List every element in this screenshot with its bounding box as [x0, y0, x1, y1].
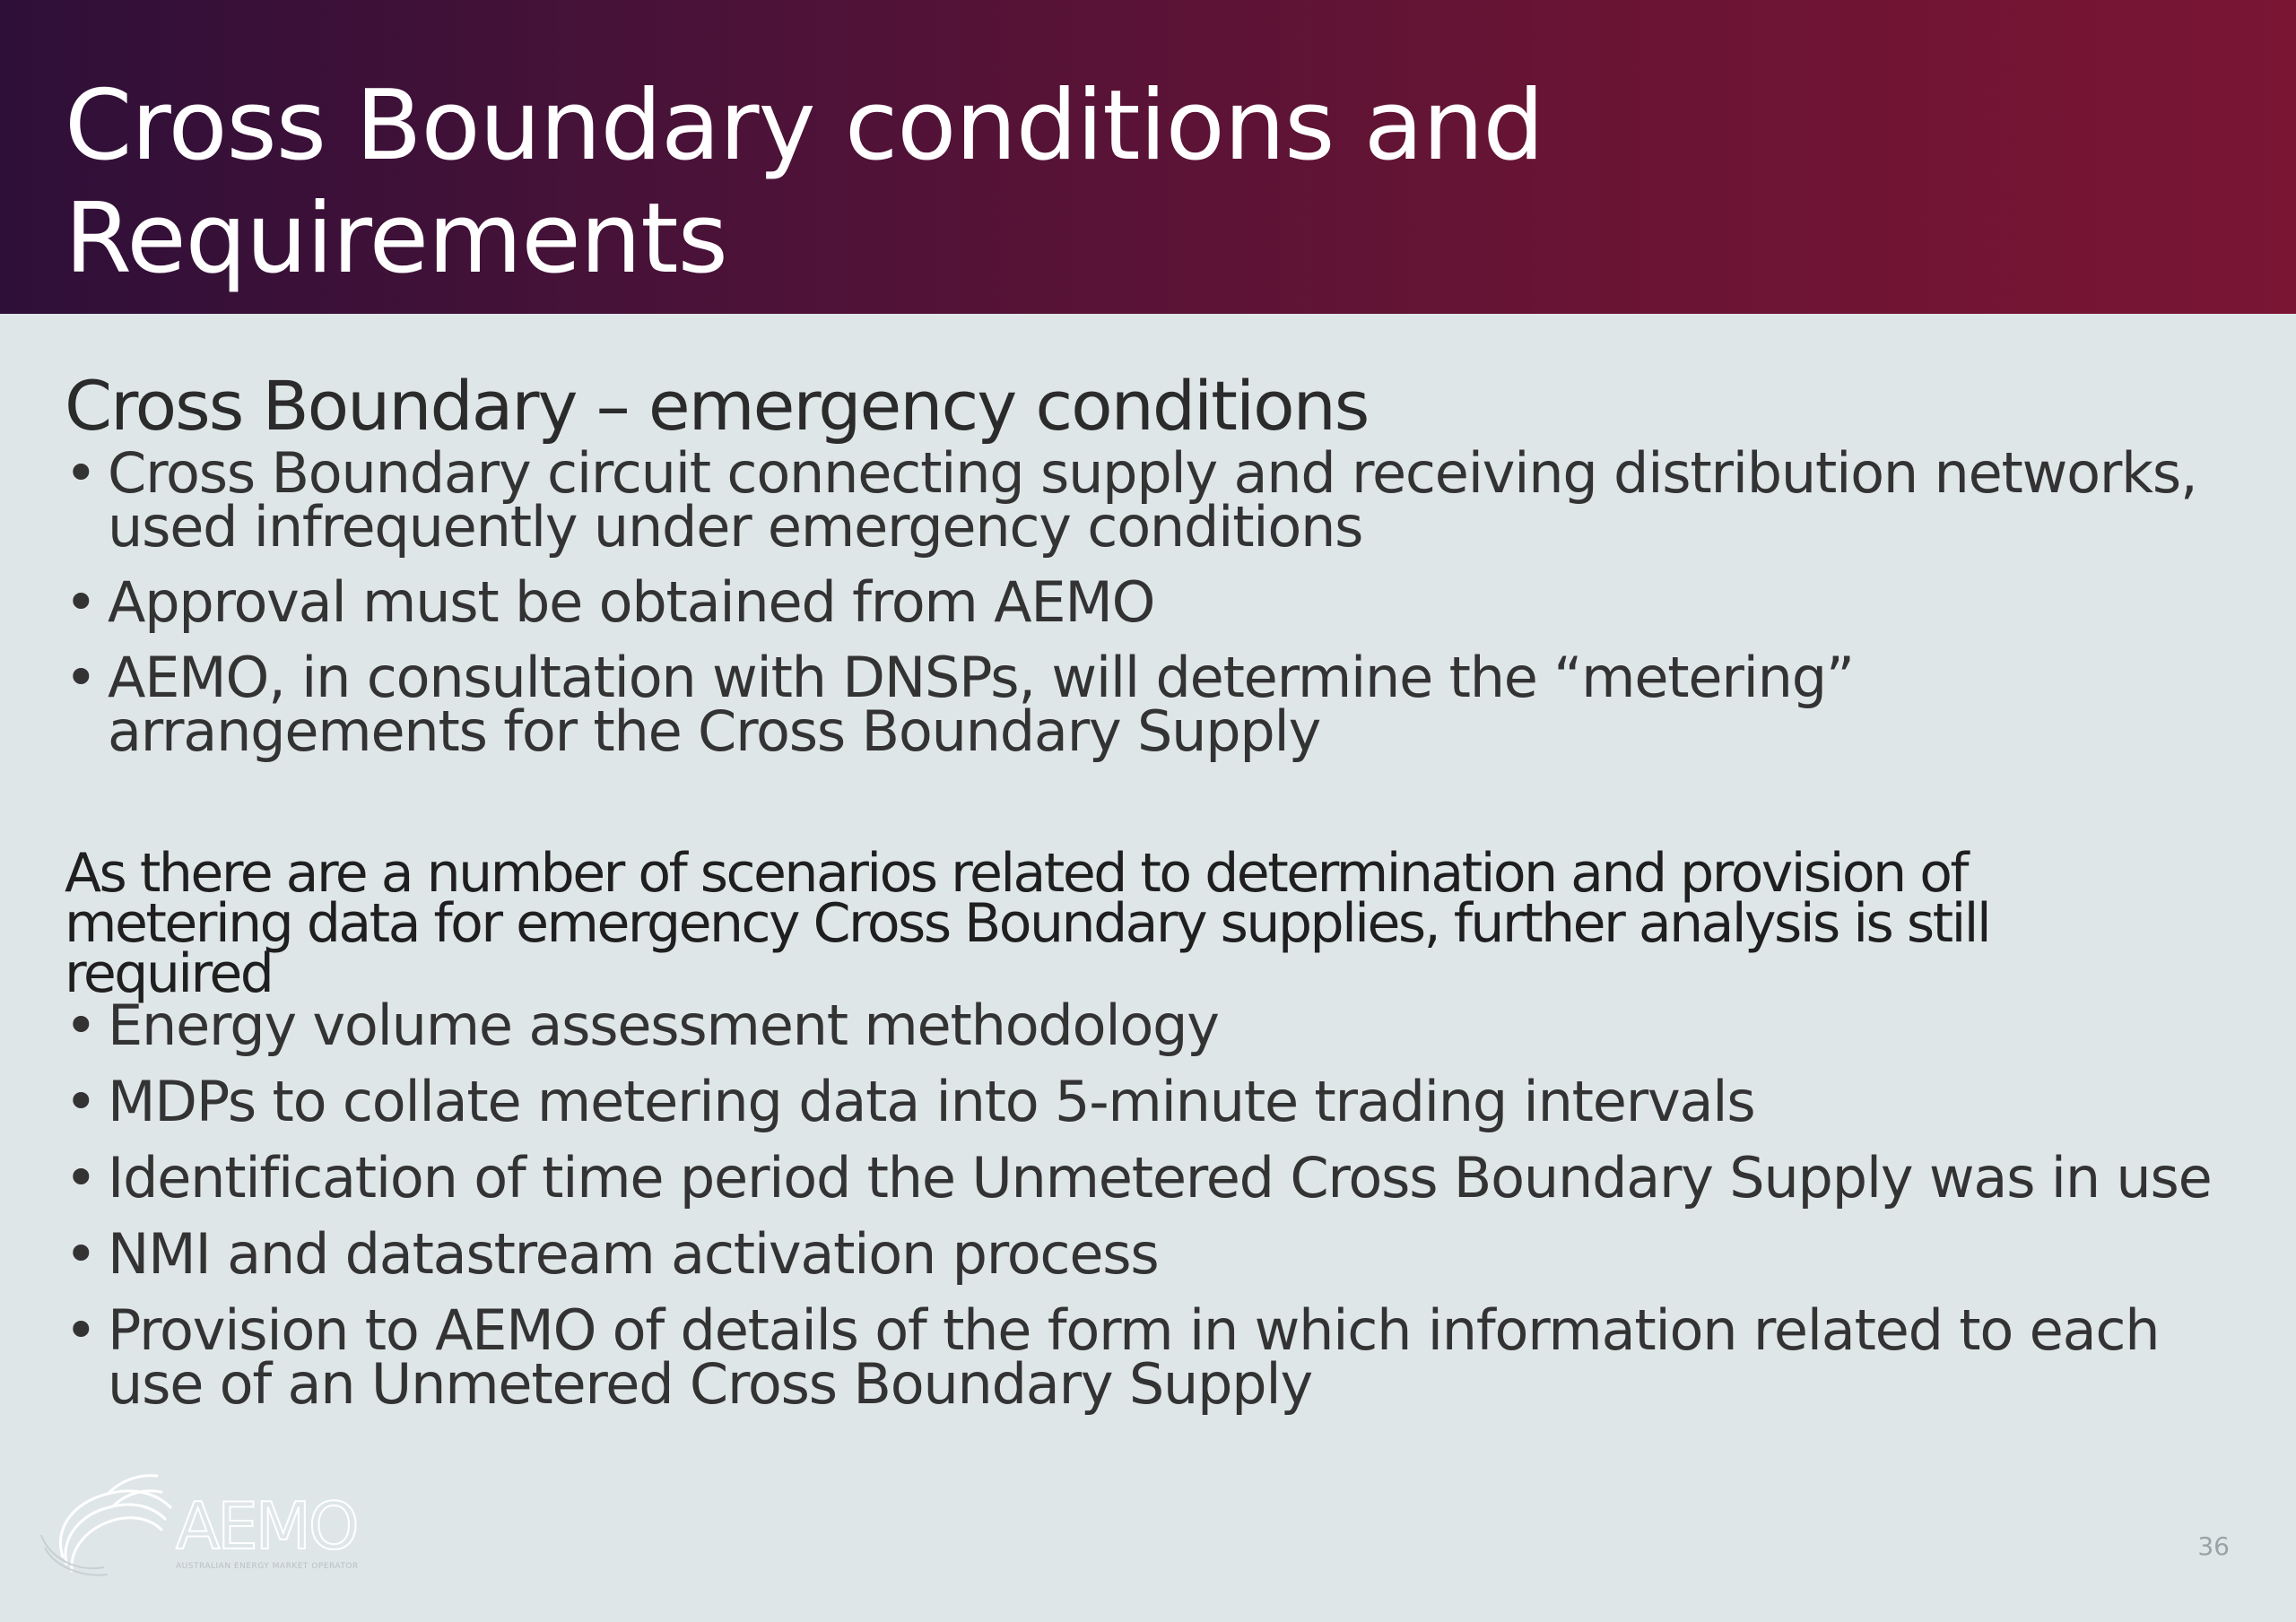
aemo-logo-text: AEMO [176, 1488, 357, 1564]
bullet-text: Cross Boundary circuit connecting supply and receiving distribution networks, used infrequently under emergency conditions [108, 440, 2197, 559]
bullet-text: Identification of time period the Unmetered Cross Boundary Supply was in use [108, 1145, 2212, 1210]
bullet-item [65, 1145, 2235, 1210]
aemo-logo [36, 1467, 395, 1583]
bullet-icon: • [65, 1069, 97, 1134]
bullet-icon: • [65, 1297, 97, 1363]
bullet-text: MDPs to collate metering data into 5-minute trading intervals [108, 1069, 1755, 1134]
aemo-logo-subtitle: AUSTRALIAN ENERGY MARKET OPERATOR [176, 1562, 359, 1571]
bullet-text: NMI and datastream activation process [108, 1221, 1159, 1287]
bullet-item [65, 993, 2235, 1058]
bullet-text: Provision to AEMO of details of the form in which information related to each use of an Unmetered Cross Boundary Supply [108, 1297, 2160, 1417]
bullet-text: Energy volume assessment methodology [108, 993, 1219, 1058]
bullet-item [65, 645, 2235, 764]
bullet-text: AEMO, in consultation with DNSPs, will determine the “metering” arrangements for the Cross Boundary Supply [108, 645, 1854, 764]
bullet-item [65, 1069, 2235, 1134]
bullet-icon: • [65, 993, 97, 1058]
bullet-icon: • [65, 1221, 97, 1287]
section-heading: Cross Boundary – emergency conditions [65, 366, 1369, 446]
slide-title-line-2: Requirements [65, 183, 727, 295]
further-analysis-list [65, 993, 2235, 1417]
emergency-conditions-list [65, 440, 2235, 764]
page-number: 36 [2197, 1531, 2230, 1561]
aemo-bird-icon [36, 1467, 179, 1583]
bullet-item [65, 440, 2235, 559]
slide-title [65, 70, 1544, 296]
slide-title-line-1: Cross Boundary conditions and [65, 70, 1544, 182]
bullet-text: Approval must be obtained from AEMO [108, 569, 1155, 635]
title-banner [0, 0, 2296, 314]
bullet-item [65, 1297, 2235, 1417]
bullet-item [65, 569, 2235, 635]
bullet-icon: • [65, 1145, 97, 1210]
bullet-icon: • [65, 645, 97, 710]
bullet-item [65, 1221, 2235, 1287]
slide-content [65, 366, 2235, 1434]
bullet-icon: • [65, 440, 97, 506]
analysis-paragraph: As there are a number of scenarios related to determination and provision of metering data for emergency Cross Boundary supplies, further analysis is still required [65, 842, 1990, 1005]
bullet-icon: • [65, 569, 97, 635]
